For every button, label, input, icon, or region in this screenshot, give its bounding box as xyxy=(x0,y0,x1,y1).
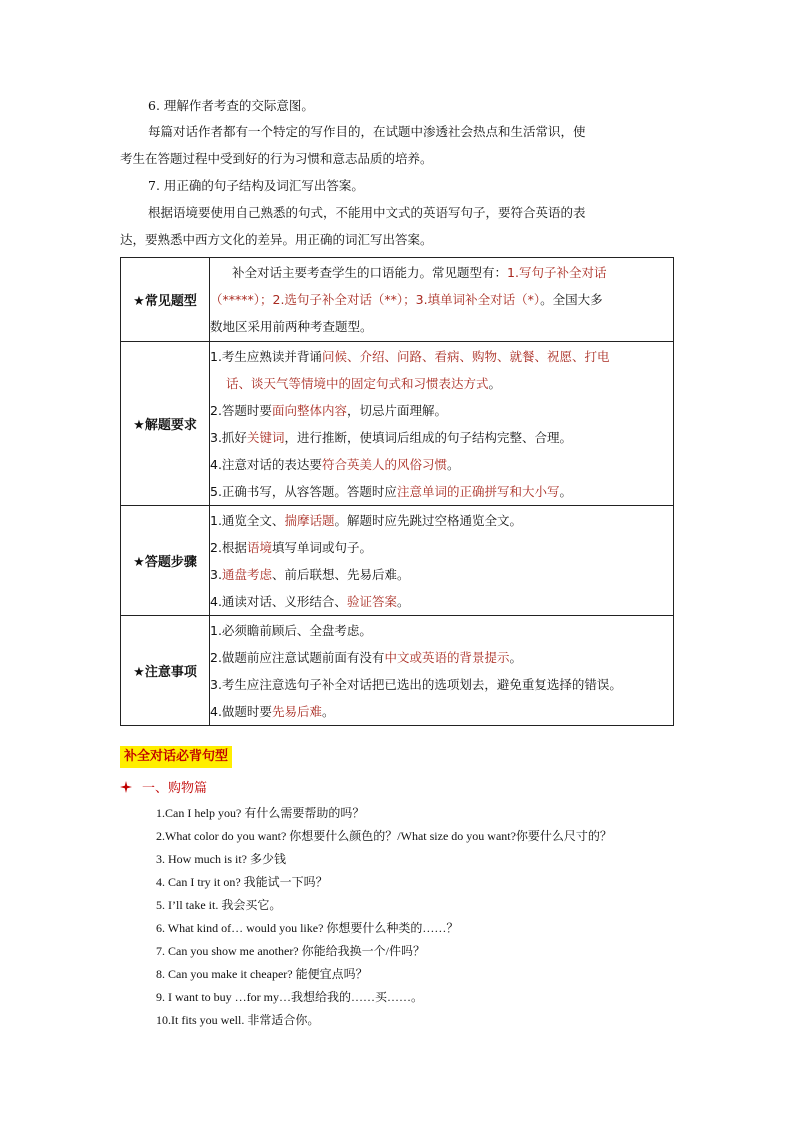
subsection-heading xyxy=(120,780,207,798)
text-plain: 。 xyxy=(396,593,410,609)
intro-point-7: 7. 用正确的句子结构及词汇写出答案。 xyxy=(148,178,364,193)
list-item: 1.Can I help you? 有什么需要帮助的吗？ xyxy=(156,806,365,820)
table-row-notes xyxy=(121,616,674,726)
content-line xyxy=(210,478,673,505)
diamond-bullet-icon xyxy=(120,780,142,798)
list-item: 10.It fits you well. 非常适合你。 xyxy=(156,1013,320,1027)
text-plain: 2.答题时要 xyxy=(210,402,272,418)
text-plain: 1.必须瞻前顾后、全盘考虑。 xyxy=(210,622,372,638)
content-line xyxy=(210,534,673,561)
text-highlight: 验证答案 xyxy=(346,593,397,609)
intro-point-6: 6. 理解作者考查的交际意图。 xyxy=(148,98,314,113)
text-highlight: 语境 xyxy=(246,539,272,555)
text-highlight: 中文或英语的背景提示 xyxy=(384,649,510,665)
content-line xyxy=(210,343,673,370)
intro-paragraph-7-line-2: 达，要熟悉中西方文化的差异。用正确的词汇写出答案。 xyxy=(120,232,433,247)
text-plain: 2.根据 xyxy=(210,539,247,555)
text-highlight: 先易后难 xyxy=(271,703,322,719)
list-item: 2.What color do you want? 你想要什么颜色的？/What size do you want?你要什么尺寸的？ xyxy=(156,829,612,843)
text-plain: 1.考生应熟读并背诵 xyxy=(210,348,322,364)
list-item: 3. How much is it? 多少钱 xyxy=(156,852,286,866)
text-highlight: 注意单词的正确拼写和大小写 xyxy=(396,483,560,499)
text-highlight: 话、谈天气等情境中的固定句式和习惯表达方式 xyxy=(226,375,489,391)
content-line xyxy=(210,617,673,644)
text-plain: 。 xyxy=(509,649,522,665)
content-line xyxy=(210,561,673,588)
row-content xyxy=(210,506,674,616)
text-highlight: 问候、介绍、问路、看病、购物、就餐、祝愿、打电 xyxy=(321,348,610,364)
text-plain: 填写单词或句子。 xyxy=(271,539,372,555)
list-item: 8. Can you make it cheaper? 能便宜点吗？ xyxy=(156,967,368,981)
text-plain: ，切忌片面理解。 xyxy=(346,402,447,418)
list-item: 7. Can you show me another? 你能给我换一个/件吗？ xyxy=(156,944,425,958)
row-content xyxy=(210,258,674,342)
table-row-common-types xyxy=(121,258,674,342)
list-item: 9. I want to buy …for my…我想给我的……买……。 xyxy=(156,990,423,1004)
text-highlight: 揣摩话题 xyxy=(284,512,335,528)
table-row-steps xyxy=(121,506,674,616)
text-highlight: 面向整体内容 xyxy=(271,402,347,418)
text-plain: 。解题时应先跳过空格通览全文。 xyxy=(334,512,522,528)
content-line xyxy=(210,507,673,534)
text-plain: 。全国大多 xyxy=(540,292,603,307)
text-plain: 2.做题前应注意试题前面有没有 xyxy=(210,649,385,665)
intro-paragraph-6-line-1: 每篇对话作者都有一个特定的写作目的，在试题中渗透社会热点和生活常识，使 xyxy=(148,124,586,139)
list-item: 4. Can I try it on? 我能试一下吗？ xyxy=(156,875,328,889)
text-plain: 3. xyxy=(210,566,222,582)
text-highlight: （*****）；2.选句子补全对话（**）；3.填单词补全对话（*） xyxy=(210,292,541,307)
row-content xyxy=(210,616,674,726)
text-plain: 。 xyxy=(321,703,335,719)
text-highlight: 通盘考虑 xyxy=(221,566,272,582)
text-plain: 4.注意对话的表达要 xyxy=(210,456,322,472)
content-line xyxy=(210,644,673,671)
list-item: 6. What kind of… would you like? 你想要什么种类的……？ xyxy=(156,921,459,935)
text-plain: 补全对话主要考查学生的口语能力。常见题型有： xyxy=(232,265,508,280)
text-plain: 。 xyxy=(446,456,460,472)
content-line xyxy=(210,698,673,725)
intro-paragraph-7-line-1: 根据语境要使用自己熟悉的句式，不能用中文式的英语写句子，要符合英语的表 xyxy=(148,205,586,220)
list-item: 5. I’ll take it. 我会买它。 xyxy=(156,898,282,912)
content-line xyxy=(210,259,673,286)
tips-table xyxy=(120,257,674,726)
content-line xyxy=(210,671,673,698)
content-line xyxy=(210,313,673,340)
intro-paragraph-6-line-2: 考生在答题过程中受到好的行为习惯和意志品质的培养。 xyxy=(120,151,433,166)
text-plain: 4.做题时要 xyxy=(210,703,272,719)
section-title: 补全对话必背句型 xyxy=(120,746,232,768)
row-content xyxy=(210,342,674,506)
row-heading: ★答题步骤 xyxy=(121,506,210,616)
text-plain: 3.抓好 xyxy=(210,429,247,445)
subsection-title: 一、购物篇 xyxy=(142,781,208,796)
text-plain: 数地区采用前两种考查题型。 xyxy=(210,319,373,334)
text-plain: 。 xyxy=(488,375,502,391)
content-line xyxy=(210,286,673,313)
text-plain: 1.通览全文、 xyxy=(210,512,285,528)
text-plain: ，进行推断，使填词后组成的句子结构完整、合理。 xyxy=(284,429,572,445)
content-line xyxy=(210,451,673,478)
text-highlight: 符合英美人的风俗习惯 xyxy=(321,456,447,472)
text-plain: 、前后联想、先易后难。 xyxy=(271,566,410,582)
text-plain: 4.通读对话、义形结合、 xyxy=(210,593,347,609)
text-highlight: 1.写句子补全对话 xyxy=(507,265,607,280)
row-heading: ★常见题型 xyxy=(121,258,210,342)
text-plain: 。 xyxy=(559,483,572,499)
text-highlight: 关键词 xyxy=(246,429,285,445)
row-heading: ★解题要求 xyxy=(121,342,210,506)
text-plain: 5.正确书写，从容答题。答题时应 xyxy=(210,483,397,499)
text-plain: 3.考生应注意选句子补全对话把已选出的选项划去，避免重复选择的错误。 xyxy=(210,676,622,692)
content-line xyxy=(210,424,673,451)
content-line xyxy=(210,588,673,615)
sentence-list xyxy=(156,802,612,1032)
content-line xyxy=(210,397,673,424)
row-heading: ★注意事项 xyxy=(121,616,210,726)
content-line xyxy=(210,370,673,397)
table-row-requirements xyxy=(121,342,674,506)
